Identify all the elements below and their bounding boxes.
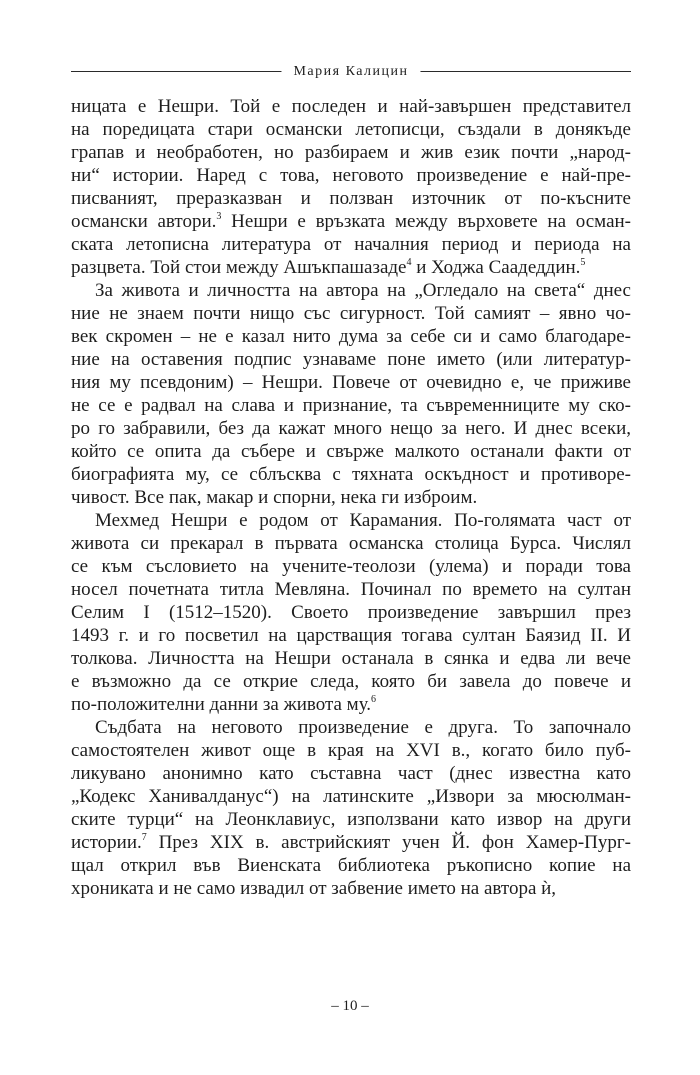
line-text: Селим I (1512–1520). Своето произведение завършил през: [71, 602, 631, 623]
line-text: носел почетната титла Мевляна. Починал по времето на султан: [71, 579, 631, 600]
line-text: 1493 г. и го посветил на царстващия тогава султан Баязид II. И: [71, 625, 631, 646]
footnote-marker[interactable]: 7: [141, 832, 147, 843]
text-line: [71, 164, 631, 187]
paragraph: [71, 279, 631, 509]
line-text: писваният, преразказван и ползван източник от по-късните: [71, 188, 631, 209]
text-line: [71, 486, 631, 509]
text-line: [71, 877, 631, 900]
footnote-marker[interactable]: 6: [371, 694, 377, 705]
text-line: [71, 141, 631, 164]
line-text: ни“ истории. Наред с това, неговото произведение е най-пре-: [71, 165, 631, 186]
paragraph: [71, 95, 631, 279]
line-text: Съдбата на неговото произведение е друга. То започнало: [95, 717, 631, 738]
text-line: [71, 302, 631, 325]
running-head: [71, 60, 631, 84]
line-text: се към съсловието на учените-теолози (улема) и поради това: [71, 556, 631, 577]
line-text: разцвета. Той стои между Ашъкпашазаде: [71, 257, 407, 278]
text-line: [71, 624, 631, 647]
text-line: [71, 532, 631, 555]
text-line: [71, 693, 631, 716]
text-line: [71, 762, 631, 785]
text-line: [71, 371, 631, 394]
line-text: толкова. Личността на Нешри останала в сянка и едва ли вече: [71, 648, 631, 669]
text-line: [71, 187, 631, 210]
line-text: биографията му, се сблъсква с тяхната оскъдност и противоре-: [71, 464, 631, 485]
text-line: [71, 716, 631, 739]
text-line: [71, 348, 631, 371]
line-text: живота си прекарал в първата османска столица Бурса. Числял: [71, 533, 631, 554]
text-line: [71, 670, 631, 693]
text-line: [71, 601, 631, 624]
line-text: ликувано анонимно като съставна част (днес известна като: [71, 763, 631, 784]
body-text: [71, 95, 631, 900]
line-text: ние на оставения подпис узнаваме поне името (или литератур-: [71, 349, 631, 370]
line-text-continued: През XIX в. австрийският учен Й. фон Хамер-Пург-: [146, 832, 631, 853]
text-line: [71, 394, 631, 417]
text-line: [71, 279, 631, 302]
text-line: [71, 417, 631, 440]
text-line: [71, 118, 631, 141]
text-line: [71, 440, 631, 463]
line-text: ницата е Нешри. Той е последен и най-завършен представител: [71, 96, 631, 117]
footnote-marker[interactable]: 4: [406, 257, 412, 268]
line-text: на поредицата стари османски летописци, създали в донякъде: [71, 119, 631, 140]
text-line: [71, 233, 631, 256]
text-line: [71, 509, 631, 532]
line-text: ния му псевдоним) – Нешри. Повече от очевидно е, че приживе: [71, 372, 631, 393]
page-number: – 10 –: [331, 998, 369, 1014]
text-line: [71, 555, 631, 578]
line-text: век скромен – не е казал нито дума за себе си и само благодаре-: [71, 326, 631, 347]
text-line: [71, 739, 631, 762]
line-text: който се опита да събере и свърже малкото останали факти от: [71, 441, 631, 462]
text-line: [71, 578, 631, 601]
line-text: чивост. Все пак, макар и спорни, нека ги изброим.: [71, 487, 478, 508]
running-head-author: Мария Калицин: [281, 60, 420, 84]
footnote-marker[interactable]: 5: [580, 257, 586, 268]
line-text: За живота и личността на автора на „Огледало на света“ днес: [95, 280, 631, 301]
line-text: ро го забравили, без да кажат много нещо за него. И днес всеки,: [71, 418, 631, 439]
line-text: грапав и необработен, но разбираем и жив език почти „народ-: [71, 142, 631, 163]
paragraph: [71, 716, 631, 900]
line-text-continued: Нешри е връзката между върховете на осман-: [221, 211, 632, 232]
text-line: [71, 210, 631, 233]
line-text: ние не знаем почти нищо със сигурност. Той самият – явно чо-: [71, 303, 631, 324]
line-text: „Кодекс Ханивалданус“) на латинските „Извори за мюсюлман-: [71, 786, 631, 807]
text-line: [71, 95, 631, 118]
line-text: е възможно да се открие следа, която би завела до повече и: [71, 671, 631, 692]
line-text-continued: и Ходжа Саадеддин.: [411, 257, 581, 278]
footnote-marker[interactable]: 3: [216, 211, 222, 222]
line-text: ската летописна литература от началния период и периода на: [71, 234, 631, 255]
line-text: османски автори.: [71, 211, 217, 232]
paragraph: [71, 509, 631, 716]
line-text: не се е радвал на слава и признание, та съвременниците му ско-: [71, 395, 631, 416]
text-line: [71, 325, 631, 348]
text-line: [71, 831, 631, 854]
text-line: [71, 463, 631, 486]
text-line: [71, 854, 631, 877]
line-text: самостоятелен живот още в края на XVI в., когато било пуб-: [71, 740, 631, 761]
line-text: хрониката и не само извадил от забвение името на автора ѝ,: [71, 878, 557, 899]
line-text: ските турци“ на Леонклавиус, използвани като извор на други: [71, 809, 631, 830]
line-text: по-положителни данни за живота му.: [71, 694, 372, 715]
text-line: [71, 256, 631, 279]
line-text: щал открил във Виенската библиотека ръкописно копие на: [71, 855, 631, 876]
text-line: [71, 808, 631, 831]
text-line: [71, 647, 631, 670]
line-text: истории.: [71, 832, 142, 853]
text-line: [71, 785, 631, 808]
line-text: Мехмед Нешри е родом от Карамания. По-голямата част от: [95, 510, 631, 531]
